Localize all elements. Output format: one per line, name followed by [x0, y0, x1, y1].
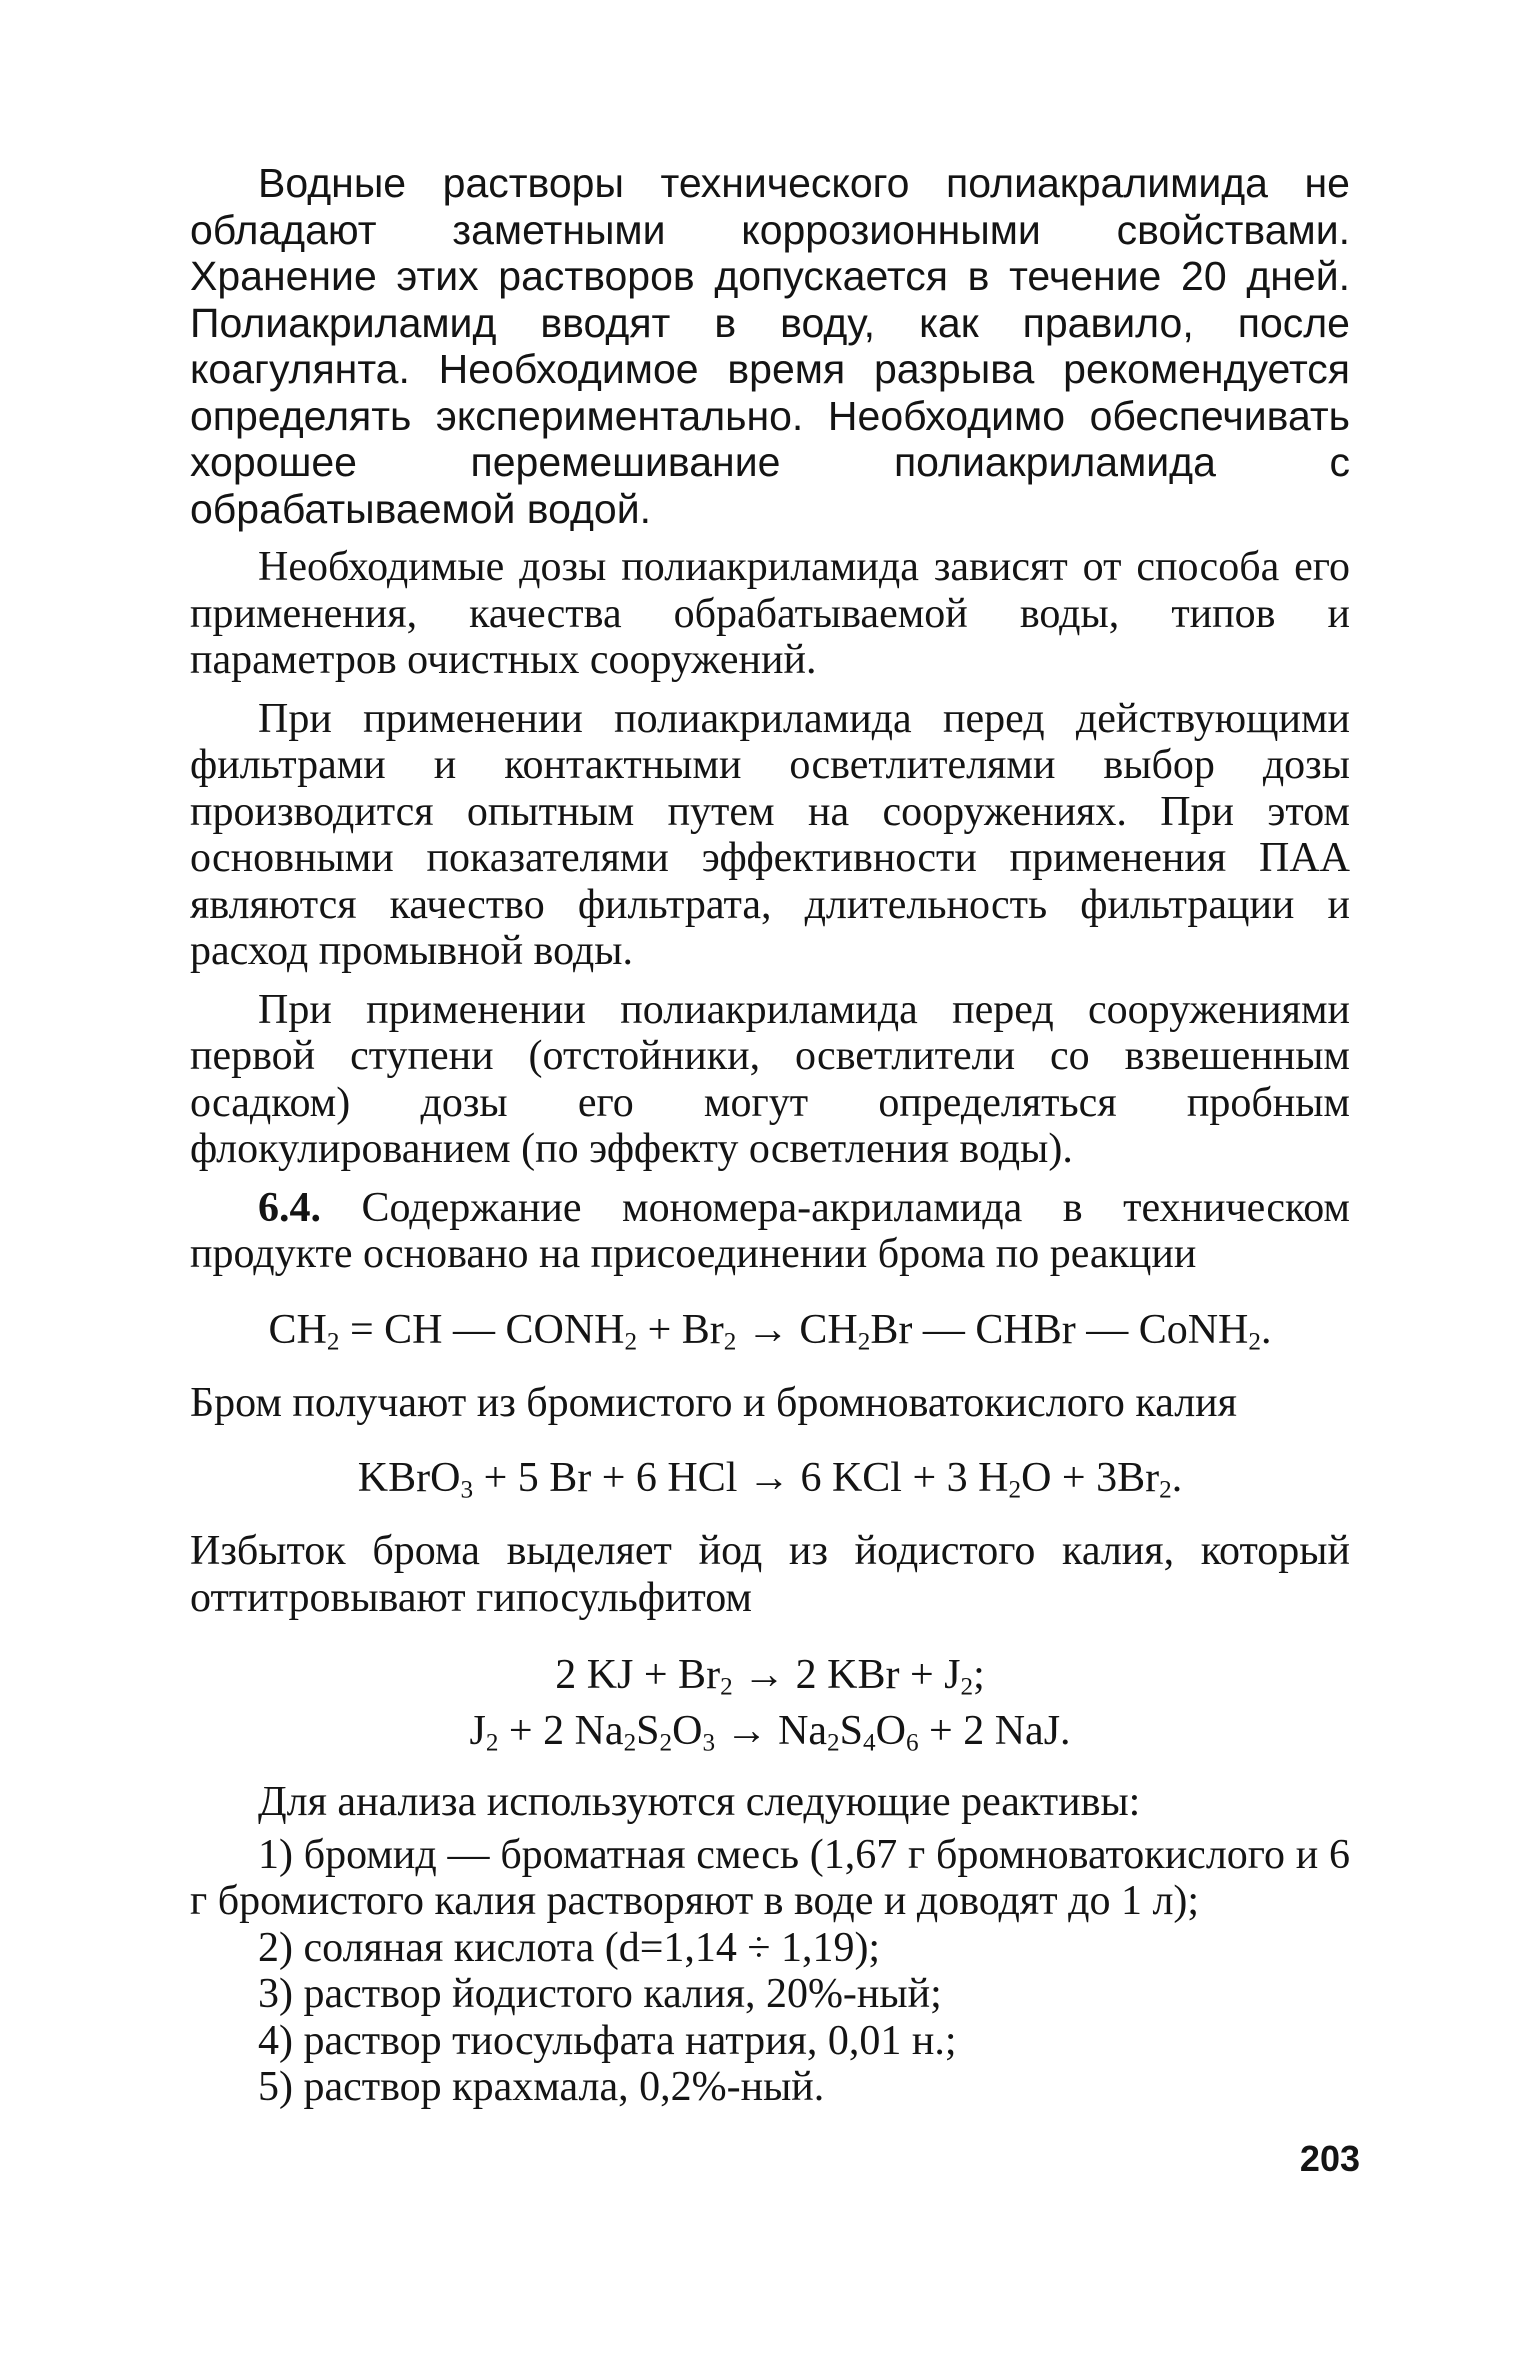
reagent-item: 1) бромид — броматная смесь (1,67 г бромноватокислого и 6 г бромистого калия растворяют в воде и доводят до 1 л); — [190, 1831, 1350, 1924]
reagent-item: 2) соляная кислота (d=1,14 ÷ 1,19); — [258, 1924, 881, 1971]
paragraph-bromine-source: Бром получают из бромистого и бромноватокислого калия — [190, 1379, 1237, 1426]
paragraph-monomer-text: Содержание мономера-акриламида в техническом продукте основано на присоединении брома по реакции — [190, 1184, 1351, 1277]
paragraph-doses: Необходимые дозы полиакриламида зависят от способа его применения, качества обрабатываемой воды, типов и параметров очистных сооружений. — [190, 544, 1350, 683]
page-body — [190, 160, 1350, 2111]
paragraph-first-stage: При применении полиакриламида перед сооружениями первой ступени (отстойники, осветлители со взвешенным осадком) дозы его могут определяться пробным флокулированием (по эффекту осветления воды). — [190, 986, 1350, 1172]
paragraph-iodine: Избыток брома выделяет йод из йодистого калия, который оттитровывают гипосульфитом — [190, 1528, 1350, 1621]
equation-iodine-release: 2 KJ + $Br_2 \to 2$ KBr + $J_2$; — [555, 1652, 985, 1701]
paragraph-storage: Водные растворы технического полиакралимида не обладают заметными коррозионными свойствами. Хранение этих растворов допускается в течение 20 дней. Полиакриламид вводят в воду, как правило, после коагулянта. Необходимое время разрыва рекомендуется определять экспериментально. Необходимо обеспечивать хорошее перемешивание полиакриламида с обрабатываемой водой. — [190, 160, 1350, 532]
reagent-item: 3) раствор йодистого калия, 20%-ный; — [258, 1971, 942, 2017]
reagent-item: 4) раствор тиосульфата натрия, 0,01 н.; — [258, 2017, 957, 2064]
reagent-list — [190, 1832, 1350, 2111]
equation-titration: $J_2 + 2$ $Na_2S_2O_3 \to Na_2S_4O_6 + 2$ NaJ. — [469, 1708, 1071, 1757]
section-number: 6.4. — [258, 1184, 321, 1231]
paragraph-filters: При применении полиакриламида перед действующими фильтрами и контактными осветлителями выбор дозы производится опытным путем на сооружениях. При этом основными показателями эффективности применения ПАА являются качество фильтрата, длительность фильтрации и расход промывной воды. — [190, 695, 1350, 974]
paragraph-monomer — [190, 1185, 1350, 1278]
paragraph-reagents-intro: Для анализа используются следующие реактивы: — [258, 1779, 1141, 1825]
equation-bromine-generation: KBrO$_3$ + 5 Br + 6 HCl → 6 KCl + 3 $H_2O + 3Br_2$. — [357, 1455, 1183, 1504]
page-number: 203 — [1299, 2138, 1360, 2179]
equation-bromination: $CH_2$ = CH — $CONH_2 + Br_2 \to CH_2Br$ — CHBr — CoNH$_2$. — [268, 1306, 1272, 1355]
reagent-item: 5) раствор крахмала, 0,2%-ный. — [258, 2064, 825, 2110]
